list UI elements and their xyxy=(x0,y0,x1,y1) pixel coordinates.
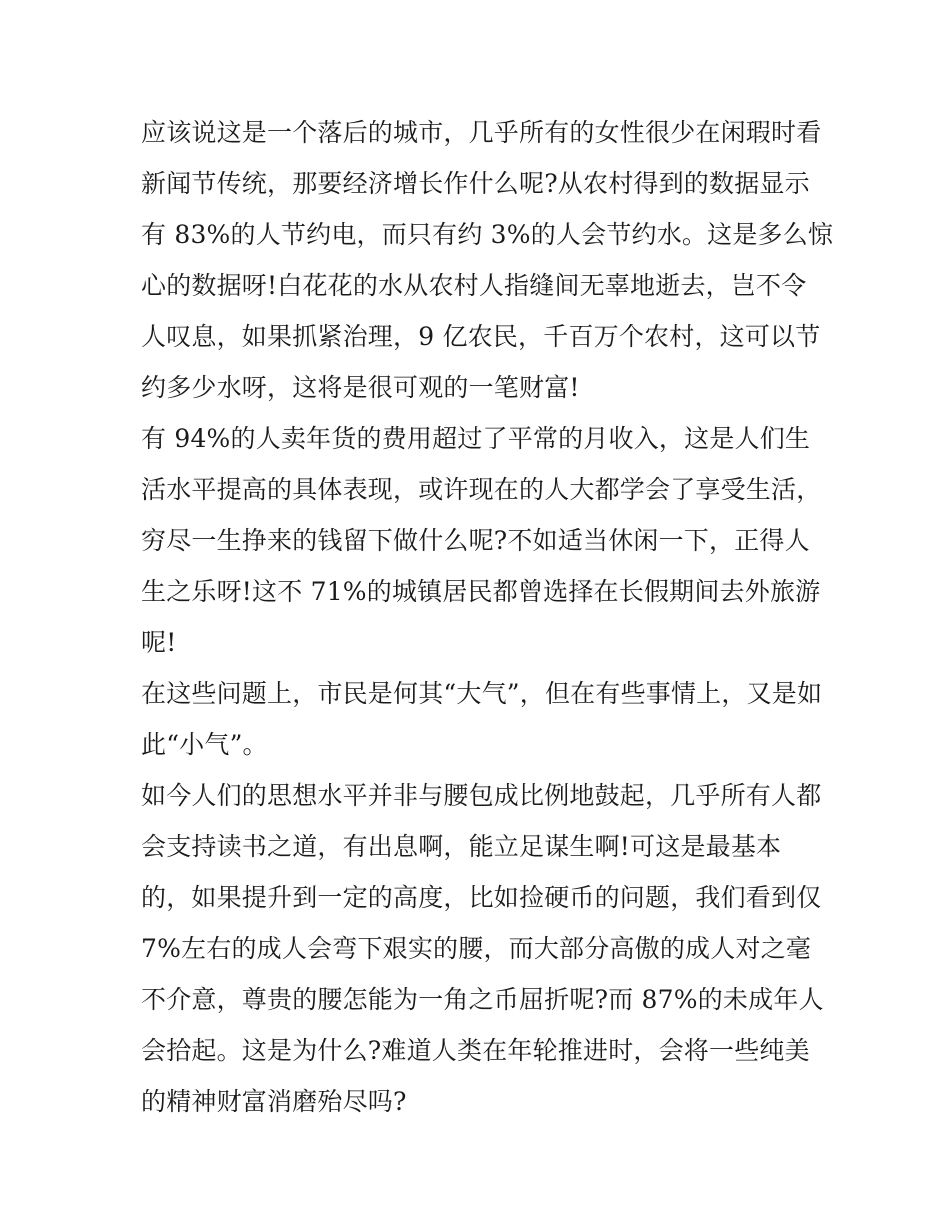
text-line: 的，如果提升到一定的高度，比如捡硬币的问题，我们看到仅 xyxy=(141,883,822,912)
text-line: 生之乐呀!这不 71%的城镇居民都曾选择在长假期间去外旅游 xyxy=(141,577,821,606)
text-line: 应该说这是一个落后的城市，几乎所有的女性很少在闲瑕时看 xyxy=(141,118,822,147)
text-line: 的精神财富消磨殆尽吗? xyxy=(141,1087,407,1116)
text-line: 会支持读书之道，有出息啊，能立足谋生啊!可这是最基本 xyxy=(141,832,782,861)
text-line: 有 83%的人节约电，而只有约 3%的人会节约水。这是多么惊 xyxy=(141,220,834,249)
text-line: 有 94%的人卖年货的费用超过了平常的月收入，这是人们生 xyxy=(141,424,811,453)
text-line: 呢! xyxy=(141,628,177,657)
body-text xyxy=(141,107,834,1127)
text-line: 人叹息，如果抓紧治理，9 亿农民，千百万个农村，这可以节 xyxy=(141,322,821,351)
text-line: 活水平提高的具体表现，或许现在的人大都学会了享受生活， xyxy=(141,475,822,504)
text-line: 不介意，尊贵的腰怎能为一角之币屈折呢?而 87%的未成年人 xyxy=(141,985,824,1014)
text-line: 新闻节传统，那要经济增长作什么呢?从农村得到的数据显示 xyxy=(141,169,810,198)
text-line: 会拾起。这是为什么?难道人类在年轮推进时，会将一些纯美 xyxy=(141,1036,810,1065)
text-line: 如今人们的思想水平并非与腰包成比例地鼓起，几乎所有人都 xyxy=(141,781,822,810)
text-line: 心的数据呀!白花花的水从农村人指缝间无辜地逝去，岂不令 xyxy=(141,271,807,300)
text-line: 此“小气”。 xyxy=(141,730,268,759)
text-line: 穷尽一生挣来的钱留下做什么呢?不如适当休闲一下，正得人 xyxy=(141,526,810,555)
text-line: 约多少水呀，这将是很可观的一笔财富! xyxy=(141,373,580,402)
text-line: 在这些问题上，市民是何其“大气”，但在有些事情上，又是如 xyxy=(141,679,823,708)
text-line: 7%左右的成人会弯下艰实的腰，而大部分高傲的成人对之毫 xyxy=(141,934,812,963)
